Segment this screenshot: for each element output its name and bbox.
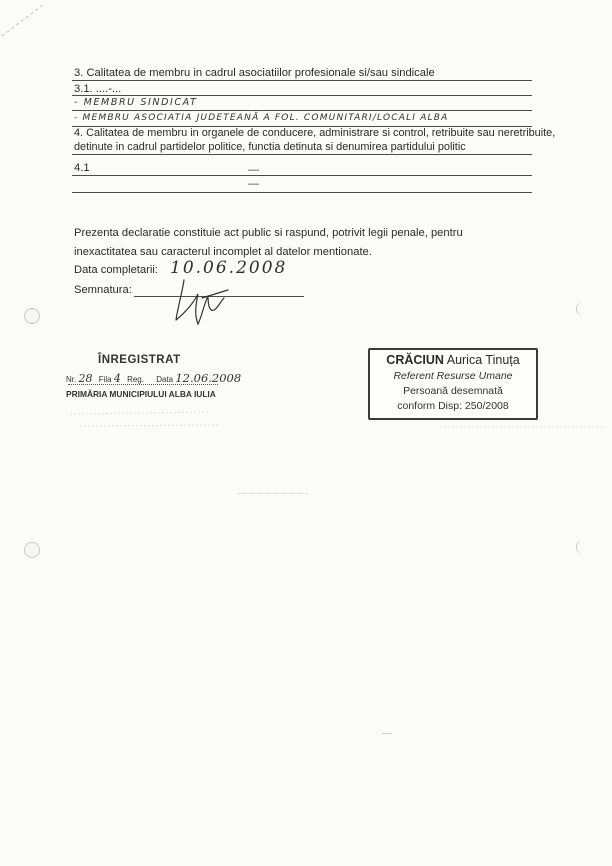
registration-data-label: Data bbox=[156, 375, 174, 384]
registration-stamp-fields bbox=[66, 371, 241, 385]
hr-stamp-role: Referent Resurse Umane bbox=[393, 370, 513, 382]
section-4-dash-1: — bbox=[248, 164, 259, 176]
section-4-dash-2: — bbox=[248, 178, 259, 190]
registration-fila-value: 4 bbox=[113, 372, 121, 385]
section-4-heading-line-1: 4. Calitatea de membru in organele de conducere, administrare si control, retribuite sau neretribuite, bbox=[74, 127, 556, 139]
registration-reg-label: Reg. bbox=[127, 375, 144, 384]
registration-stamp-rule bbox=[68, 384, 218, 385]
registration-nr-value: 28 bbox=[78, 372, 93, 385]
section-3-heading-rule bbox=[72, 80, 532, 81]
declaration-line-1: Prezenta declaratie constituie act public si raspund, potrivit legii penale, pentru bbox=[74, 227, 463, 239]
section-3-entry-1-rule bbox=[72, 110, 532, 111]
stamp-bleed-through bbox=[70, 406, 220, 434]
section-3-entry-1: - MEMBRU SINDICAT bbox=[74, 97, 198, 108]
section-3-item-rule bbox=[72, 95, 532, 96]
registration-nr-label: Nr. bbox=[66, 375, 77, 384]
hr-representative-stamp bbox=[368, 348, 538, 420]
hr-stamp-disposition: conform Disp: 250/2008 bbox=[397, 400, 509, 412]
section-4-item-rule bbox=[72, 175, 532, 176]
scan-speck bbox=[382, 733, 392, 735]
signature-label: Semnatura: bbox=[74, 284, 132, 296]
scan-speck bbox=[238, 493, 308, 495]
registration-fila-label: Fila bbox=[98, 375, 112, 384]
hr-stamp-bleed-through bbox=[440, 420, 610, 432]
date-value: 10.06.2008 bbox=[170, 258, 288, 278]
section-3-heading: 3. Calitatea de membru in cadrul asociatiilor profesionale si/sau sindicale bbox=[74, 67, 435, 79]
punch-hole-left-upper bbox=[24, 308, 40, 324]
section-4-item-label: 4.1 bbox=[74, 162, 90, 174]
hr-stamp-name-line bbox=[370, 353, 536, 367]
registration-data-value: 12.06.2008 bbox=[175, 371, 242, 385]
registration-stamp-title: ÎNREGISTRAT bbox=[98, 354, 181, 366]
hr-stamp-designation: Persoană desemnată bbox=[403, 385, 503, 397]
section-4-heading-line-2: detinute in cadrul partidelor politice, functia detinuta si denumirea partidului politic bbox=[74, 141, 466, 153]
section-4-item-rule-2 bbox=[72, 192, 532, 193]
declaration-line-2: inexactitatea sau caracterul incomplet al datelor mentionate. bbox=[74, 246, 372, 258]
punch-hole-right-upper bbox=[576, 302, 589, 316]
section-4-heading-rule bbox=[72, 154, 532, 155]
hr-stamp-surname: CRĂCIUN bbox=[386, 353, 444, 367]
registration-stamp bbox=[60, 352, 242, 442]
hr-stamp-given-names: Aurica Tinuța bbox=[446, 353, 520, 367]
section-3-entry-2: - MEMBRU ASOCIATIA JUDETEANĂ A FOL. COMUNITARI/LOCALI ALBA bbox=[74, 113, 449, 123]
punch-hole-left-lower bbox=[24, 542, 40, 558]
registration-stamp-institution: PRIMĂRIA MUNICIPIULUI ALBA IULIA bbox=[66, 389, 216, 399]
date-label: Data completarii: bbox=[74, 264, 158, 276]
section-3-item-label: 3.1. ....-... bbox=[74, 83, 122, 95]
punch-hole-right-lower bbox=[576, 540, 589, 554]
corner-artifact bbox=[0, 0, 50, 40]
handwritten-signature bbox=[172, 276, 232, 330]
